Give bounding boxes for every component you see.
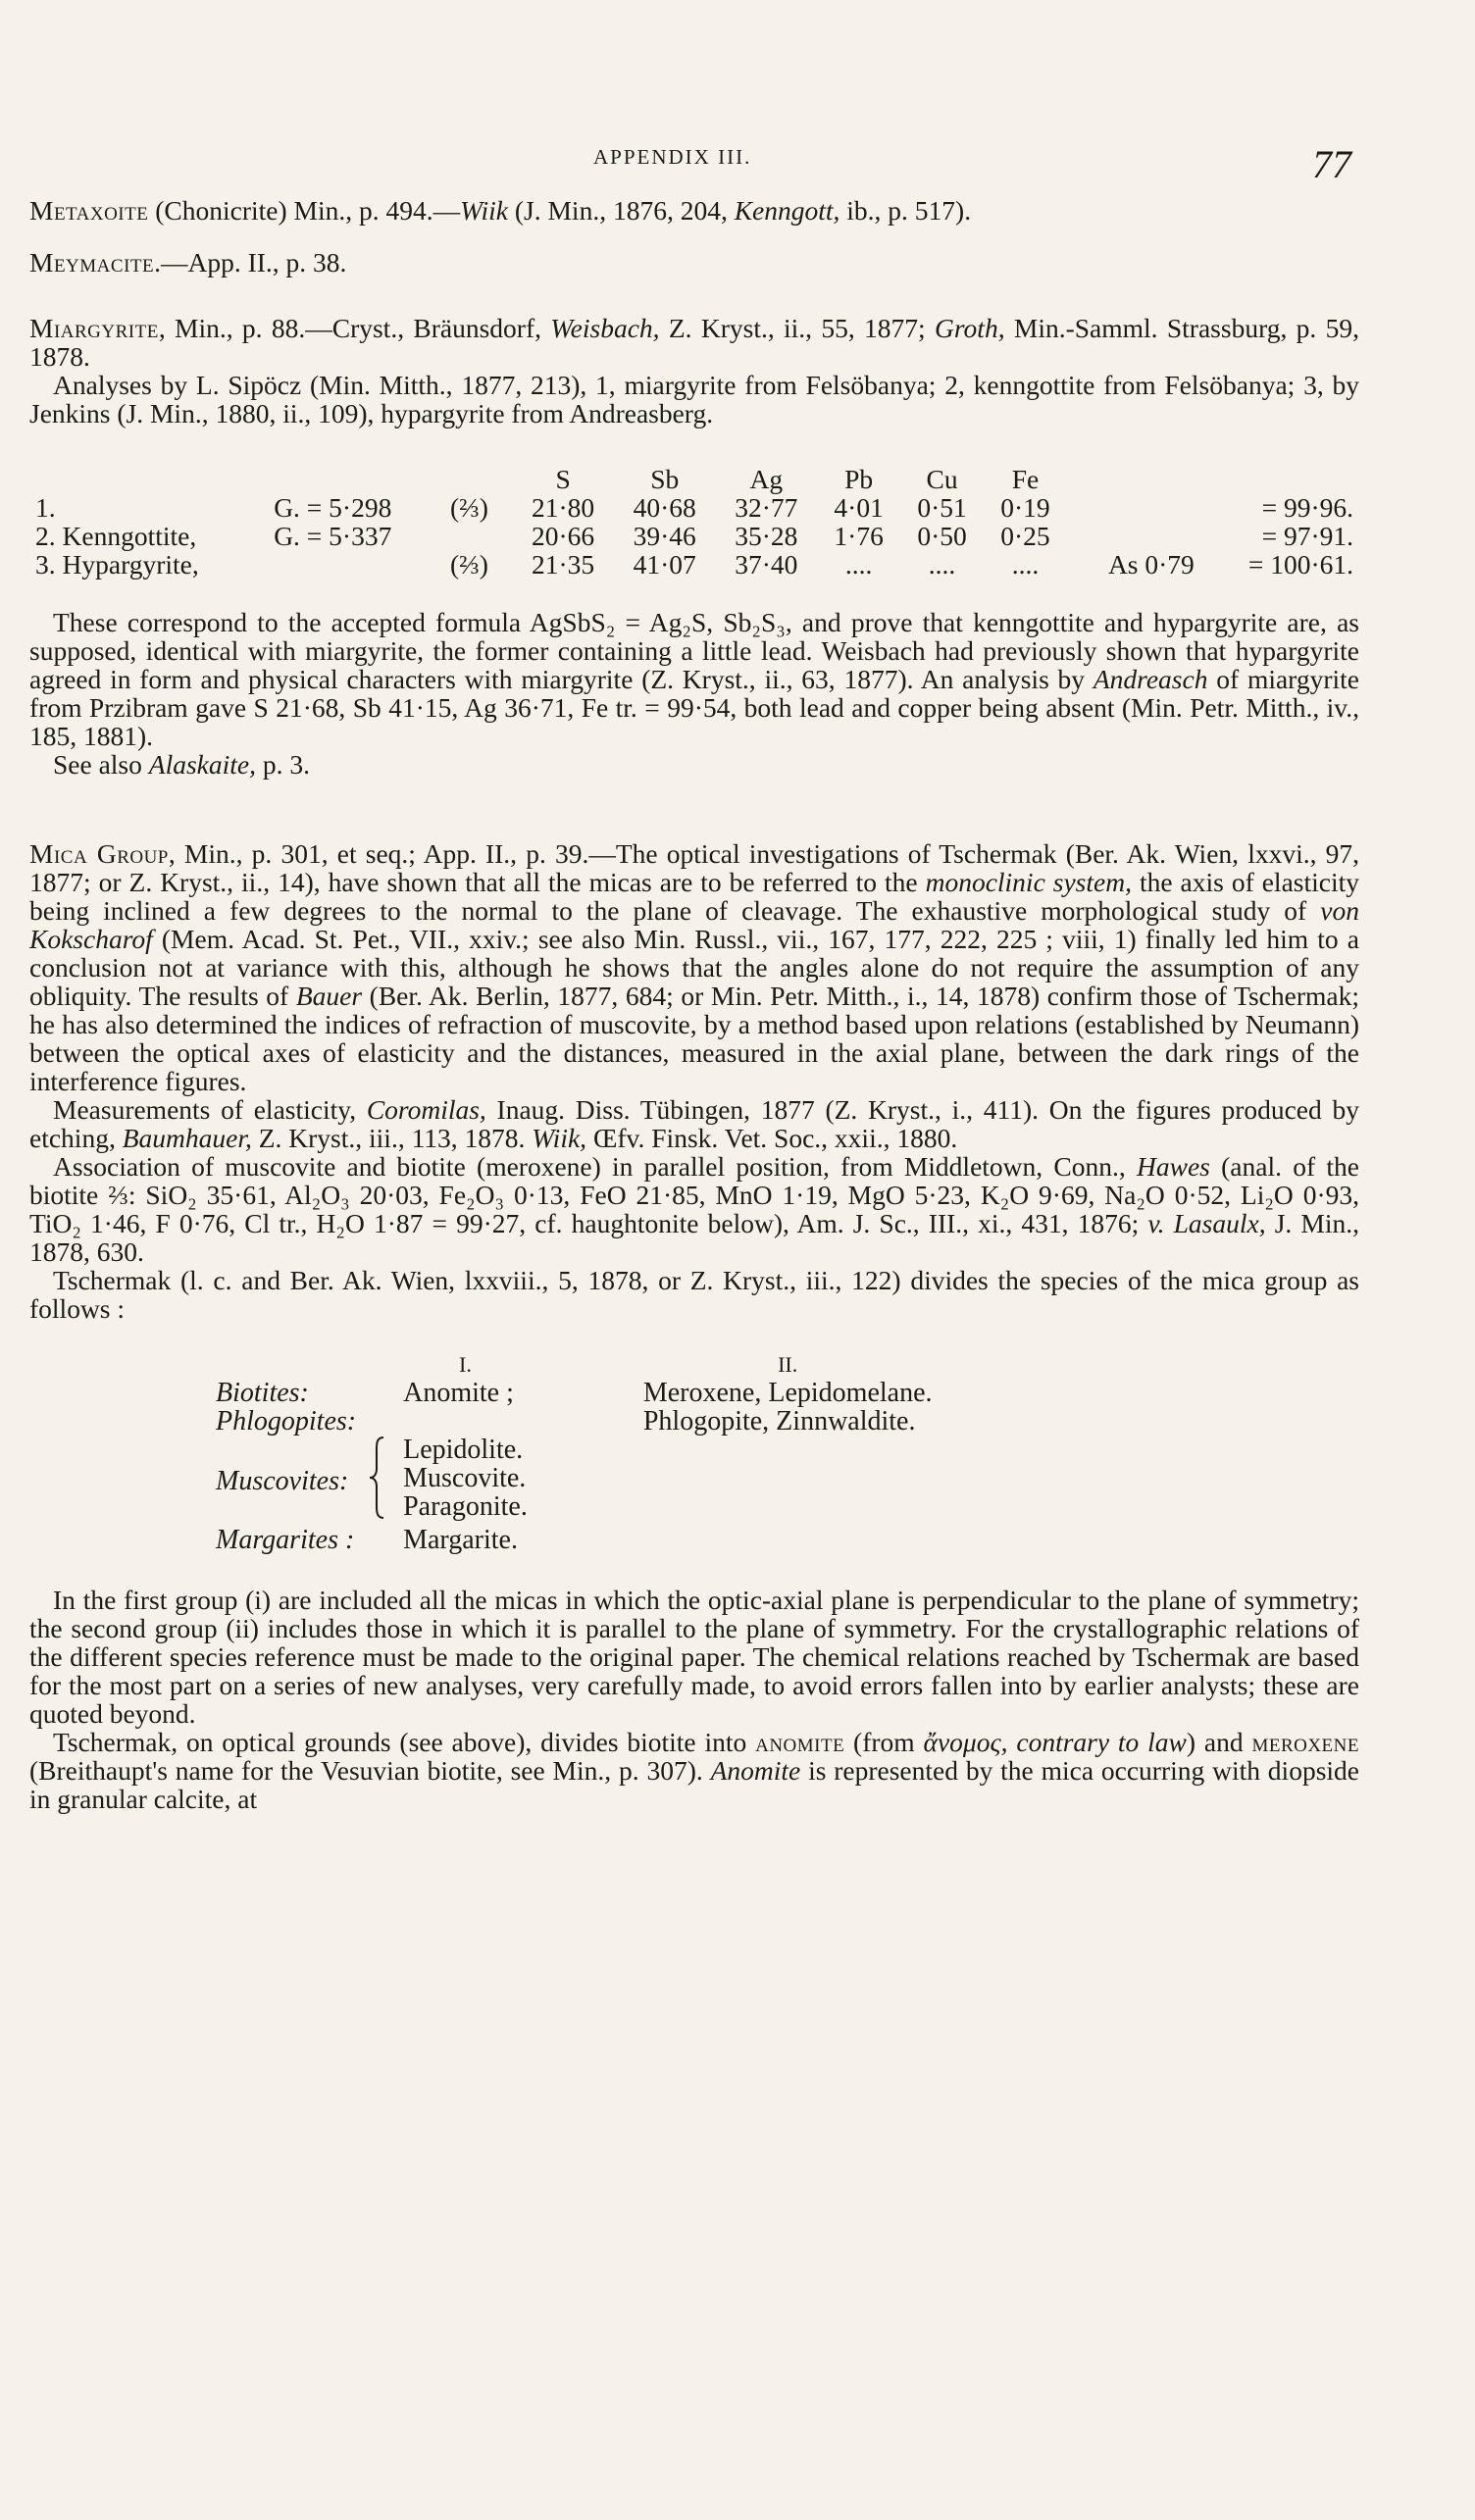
value-s: 20·66 (532, 521, 595, 551)
specific-gravity (268, 550, 444, 579)
cross-reference: Alaskaite, (148, 749, 256, 780)
entry-text: Association of muscovite and biotite (meroxene) in parallel position, from Middletown, Conn., (53, 1151, 1138, 1182)
entry-text: Min.-Samml. Strassburg, p. 59, 1878. (29, 313, 1359, 372)
entry-text: of miargyrite from Przibram gave S 21·68, Sb 41·15, Ag 36·71, Fe tr. = 99·54, both lead and copper being absent (Min. Petr. Mitth., iv., 185, 1881). (29, 664, 1359, 751)
emphasis: Anomite (710, 1755, 801, 1786)
species-name: Lepidolite. (403, 1435, 524, 1465)
col-header-cu: Cu (926, 464, 958, 494)
running-head: APPENDIX III. (593, 145, 752, 169)
entry-text: (Mem. Acad. St. Pet., VII., xxiv.; see also Min. Russl., vii., 167, 177, 222, 225 ; viii, 1) finally led him to a conclusion not at variance with this, although he shows that the angles alone do not require the assumption of any obliquity. The results of (29, 924, 1359, 1011)
entry-text: the axis of elasticity being inclined a few degrees to the normal to the plane of cleavage. The exhaustive morphological study of (29, 867, 1359, 926)
group-name: Muscovites: (216, 1465, 349, 1496)
group-ii-species: Meroxene, Lepidomelane. (642, 1378, 933, 1408)
analysis-table (29, 465, 1359, 579)
group-i-species: Margarite. (403, 1525, 518, 1555)
table-row (204, 1526, 944, 1554)
group-ii-species: Phlogopite, Zinnwaldite. (642, 1406, 916, 1436)
entry-text: Z. Kryst., ii., 55, 1877; (659, 313, 936, 343)
table-row (204, 1436, 944, 1526)
entry-text: .—App. II., p. 38. (154, 247, 347, 277)
entry-text: Tschermak, on optical grounds (see above), divides biotite into (53, 1727, 756, 1757)
value-sb: 40·68 (633, 492, 696, 523)
page-number: 77 (1312, 142, 1351, 186)
entry-text: , Min., p. 301, et seq.; App. II., p. 39.—The optical investigations of Tschermak (Ber. Ak. Wien, lxxvi., 97, 1877; or Z. Kryst., ii., 14), have shown that all the micas are to be referred to the (29, 838, 1360, 897)
author-name: Baumhauer, (122, 1123, 252, 1153)
value-extra (1067, 522, 1200, 550)
col-header-sb: Sb (650, 464, 680, 494)
author-name: Wiik (460, 195, 508, 226)
group-i-species (391, 1436, 539, 1526)
table-row (204, 1407, 944, 1436)
entry-text: (from (844, 1727, 924, 1757)
miargyrite-analyses: Analyses by L. Sipöcz (Min. Mitth., 1877, 213), 1, miargyrite from Felsöbanya; 2, kenngottite from Felsöbanya; 3, by Jenkins (J. Min., 1880, ii., 109), hypargyrite from Andreasberg. (29, 370, 1359, 428)
entry-text: ib., p. 517). (839, 195, 972, 226)
entry-text: J. Min., 1878, 630. (29, 1208, 1359, 1267)
row-label: 3. Hypargyrite, (35, 549, 199, 580)
value-fe: 0·19 (1000, 492, 1050, 523)
mica-groups-explanation: In the first group (i) are included all the micas in which the optic-axial plane is perpendicular to the plane of symmetry; the second group (ii) includes those in which it is parallel to the plane of symmetry. For the crystallographic relations of the different species reference must be made to the original paper. The chemical relations reached by Tschermak are based for the most part on a series of new analyses, very carefully made, to avoid errors fallen into by earlier analysts; these are quoted beyond. (29, 1585, 1359, 1729)
specific-gravity: G. = 5·337 (274, 521, 392, 551)
entry-text: , Min., p. 88.—Cryst., Bräunsdorf, (158, 313, 551, 343)
specific-gravity: G. = 5·298 (274, 492, 392, 523)
mica-elasticity-paragraph (29, 1095, 1359, 1152)
value-pb: .... (844, 549, 873, 580)
mica-anomite-paragraph (29, 1728, 1359, 1813)
table-row (204, 1379, 944, 1407)
entry-text: These correspond to the accepted formula AgSbS₂ = Ag₂S, Sb₂S₃, and prove that kenngottite and hypargyrite are, as supposed, identical with miargyrite, the former containing a little lead. Weisbach had previously shown that hypargyrite agreed in form and physical characters with miargyrite (Z. Kryst., ii., 63, 1877). An analysis by (29, 607, 1359, 694)
value-s: 21·35 (532, 549, 595, 580)
entry-title: Meymacite (29, 247, 155, 277)
value-cu: .... (928, 549, 956, 580)
brace-icon (368, 1436, 385, 1520)
miargyrite-formula-paragraph (29, 608, 1359, 750)
entry-text: See also (53, 749, 149, 780)
value-fe: 0·25 (1000, 521, 1050, 551)
author-name: Coromilas, (366, 1094, 486, 1125)
table-row (29, 522, 1359, 550)
value-ag: 37·40 (735, 549, 798, 580)
entry-title: Mica Group (29, 838, 169, 869)
value-s: 21·80 (532, 492, 595, 523)
entry-text: is represented by the mica occurring with diopside in granular calcite, at (29, 1755, 1360, 1814)
col-header-fe: Fe (1011, 464, 1040, 494)
author-name: Bauer (295, 981, 363, 1011)
entry-mica-group (29, 839, 1359, 1095)
fraction (444, 522, 512, 550)
group-i-species: Anomite ; (403, 1378, 514, 1408)
emphasis: contrary to law (1016, 1727, 1187, 1757)
group-i-species (391, 1407, 539, 1436)
mica-group-table (204, 1350, 944, 1554)
author-name: Hawes (1137, 1151, 1210, 1182)
term: meroxene (1251, 1727, 1359, 1757)
entry-text: (Breithaupt's name for the Vesuvian biotite, see Min., p. 307). (29, 1755, 711, 1786)
table-row (29, 550, 1359, 579)
author-name: v. Lasaulx, (1147, 1208, 1266, 1238)
author-name: Andreasch (1093, 664, 1208, 694)
value-ag: 32·77 (735, 492, 798, 523)
entry-title: Miargyrite (29, 313, 159, 343)
value-sb: 39·46 (633, 521, 696, 551)
value-ag: 35·28 (735, 521, 798, 551)
author-name: von Kokscharof (29, 895, 1359, 954)
entry-title: Metaxoite (29, 195, 149, 226)
entry-text: p. 3. (255, 749, 310, 780)
author-name: Kenngott, (734, 195, 840, 226)
entry-metaxoite (29, 196, 1359, 225)
entry-text: (J. Min., 1876, 204, (508, 195, 735, 226)
group-name: Phlogopites: (216, 1406, 357, 1436)
col-header-s: S (555, 464, 571, 494)
page-body (29, 196, 1359, 1813)
fraction: (⅔) (449, 549, 488, 580)
mica-division-intro: Tschermak (l. c. and Ber. Ak. Wien, lxxviii., 5, 1878, or Z. Kryst., iii., 122) divides the species of the mica group as follows : (29, 1265, 1359, 1324)
entry-text: Z. Kryst., iii., 113, 1878. (251, 1123, 533, 1153)
brace-icon (368, 1436, 391, 1526)
value-total: = 97·91. (1261, 521, 1353, 551)
greek-word: ἄνομος, (923, 1727, 1008, 1757)
mica-header-row (204, 1350, 944, 1379)
value-total: = 100·61. (1247, 549, 1353, 580)
col-header-ii: II. (778, 1352, 798, 1377)
value-pb: 4·01 (834, 492, 884, 523)
emphasis: monoclinic system, (925, 867, 1132, 897)
entry-text: (Chonicrite) Min., p. 494.— (148, 195, 461, 226)
species-name: Paragonite. (403, 1491, 528, 1522)
miargyrite-see-also (29, 750, 1359, 779)
fraction: (⅔) (449, 492, 488, 523)
entry-meymacite (29, 248, 1359, 277)
value-fe: .... (1011, 549, 1040, 580)
entry-miargyrite (29, 314, 1359, 371)
value-sb: 41·07 (633, 549, 696, 580)
value-cu: 0·51 (917, 492, 967, 523)
analysis-header-row (29, 465, 1359, 493)
entry-text: Œfv. Finsk. Vet. Soc., xxii., 1880. (586, 1123, 958, 1153)
value-pb: 1·76 (834, 521, 884, 551)
entry-text: (anal. of the biotite ⅔: SiO₂ 35·61, Al₂O₃ 20·03, Fe₂O₃ 0·13, FeO 21·85, MnO 1·19, MgO 5·23, K₂O 9·69, Na₂O 0·52, Li₂O 0·93, TiO₂ 1·46, F 0·76, Cl tr., H₂O 1·87 = 99·27, cf. haughtonite below), Am. J. Sc., III., xi., 431, 1876; (29, 1151, 1359, 1238)
row-label: 2. Kenngottite, (35, 521, 197, 551)
value-total: = 99·96. (1261, 492, 1353, 523)
col-header-ag: Ag (749, 464, 784, 494)
value-extra: As 0·79 (1107, 549, 1195, 580)
col-header-i: I. (459, 1352, 472, 1377)
species-name: Muscovite. (403, 1463, 527, 1493)
author-name: Wiik, (532, 1123, 587, 1153)
entry-text: Measurements of elasticity, (53, 1094, 367, 1125)
entry-text: (Ber. Ak. Berlin, 1877, 684; or Min. Petr. Mitth., i., 14, 1878) confirm those of Tschermak; he has also determined the indices of refraction of muscovite, by a method based upon relations (established by Neumann) between the optical axes of elasticity and the distances, measured in the axial plane, between the dark rings of the interference figures. (29, 981, 1359, 1096)
entry-text: Inaug. Diss. Tübingen, 1877 (Z. Kryst., i., 411). On the figures produced by etching, (29, 1094, 1359, 1153)
col-header-pb: Pb (844, 464, 874, 494)
entry-text: ) and (1186, 1727, 1252, 1757)
value-cu: 0·50 (917, 521, 967, 551)
value-extra (1067, 493, 1200, 522)
group-name: Margarites : (216, 1525, 355, 1555)
term: anomite (755, 1727, 845, 1757)
page-header (0, 142, 1475, 186)
author-name: Weisbach, (550, 313, 660, 343)
row-label: 1. (35, 492, 56, 523)
author-name: Groth, (935, 313, 1005, 343)
group-name: Biotites: (216, 1378, 309, 1408)
mica-association-paragraph (29, 1152, 1359, 1266)
table-row (29, 493, 1359, 522)
